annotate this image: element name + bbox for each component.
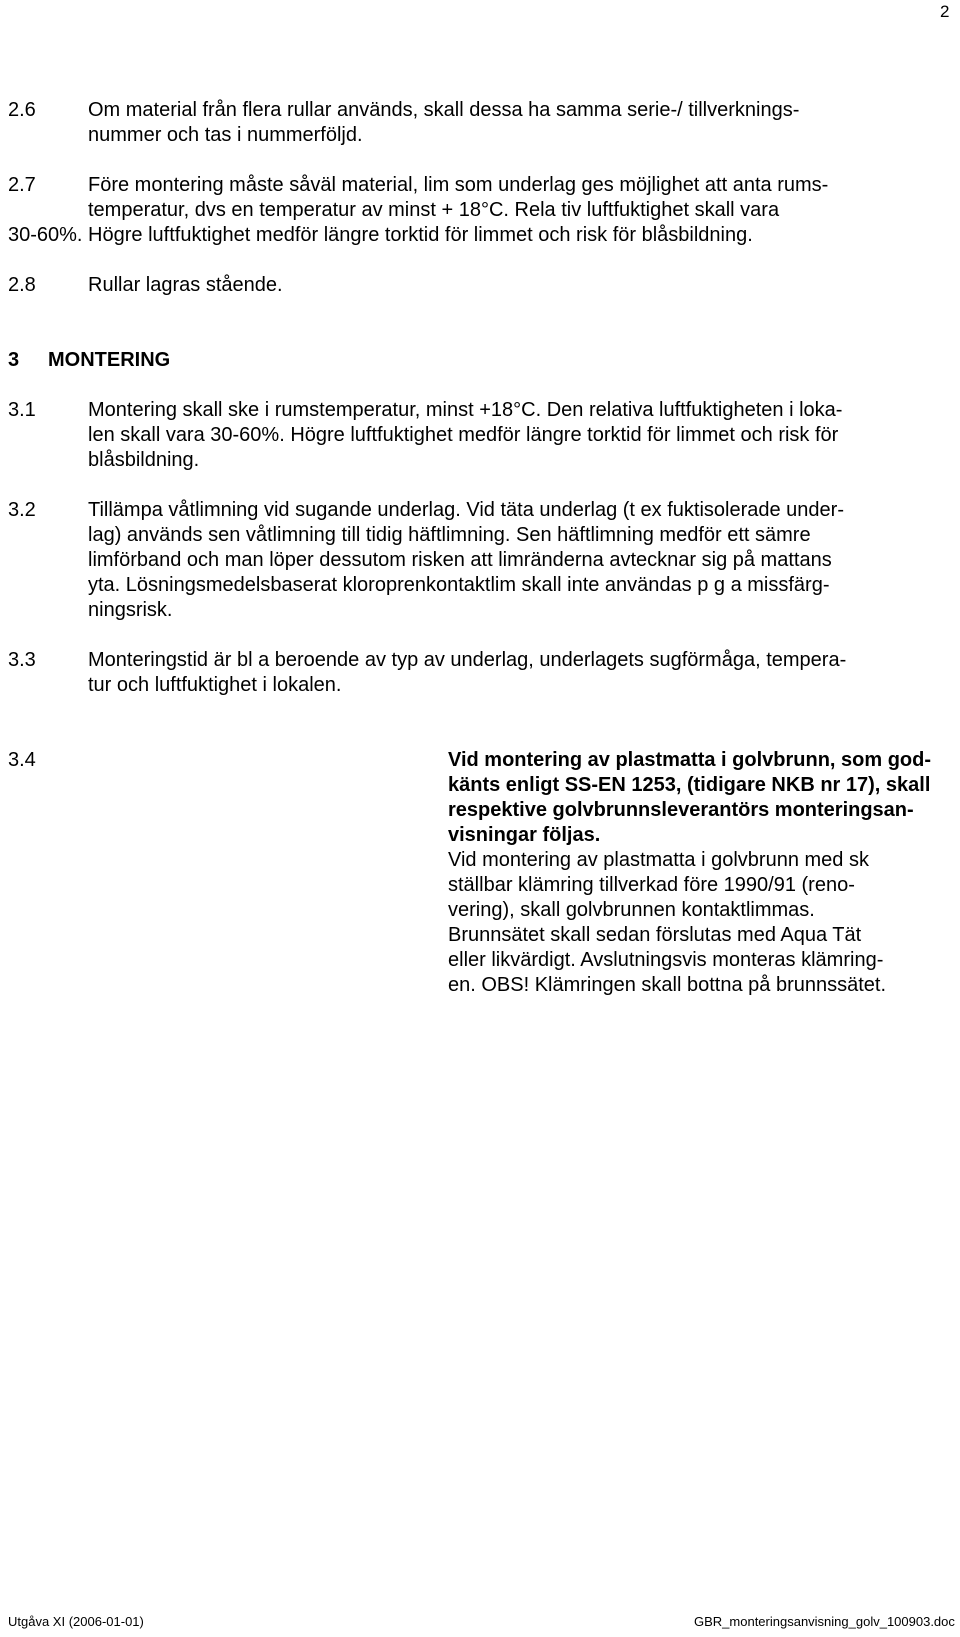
text-line: ningsrisk. bbox=[88, 599, 173, 621]
text-line: Monteringstid är bl a beroende av typ av underlag, underlagets sugförmåga, tempera- bbox=[88, 649, 847, 671]
bold-text-line: visningar följas. bbox=[448, 824, 601, 846]
section-number-2-8: 2.8 bbox=[8, 274, 36, 296]
text-line: blåsbildning. bbox=[88, 449, 200, 471]
text-line: Brunnsätet skall sedan förslutas med Aqua Tät bbox=[448, 924, 862, 946]
text-line: en. OBS! Klämringen skall bottna på brunnssätet. bbox=[448, 974, 887, 996]
text-line: limförband och man löper dessutom risken att limränderna avtecknar sig på mattans bbox=[88, 549, 832, 571]
section-number-3: 3 bbox=[8, 349, 20, 371]
text-line: Om material från flera rullar används, skall dessa ha samma serie-/ tillverknings- bbox=[88, 99, 800, 121]
text-line: Före montering måste såväl material, lim som underlag ges möjlighet att anta rums- bbox=[88, 174, 829, 196]
text-line: ställbar klämring tillverkad före 1990/91 (reno- bbox=[448, 874, 855, 896]
text-line: yta. Lösningsmedelsbaserat kloroprenkontaktlim skall inte användas p g a missfärg- bbox=[88, 574, 830, 596]
bold-text-line: känts enligt SS-EN 1253, (tidigare NKB nr 17), skall bbox=[448, 774, 931, 796]
bold-text-line: Vid montering av plastmatta i golvbrunn, som god- bbox=[448, 749, 932, 771]
text-line: temperatur, dvs en temperatur av minst + 18°C. Rela tiv luftfuktighet skall vara bbox=[88, 199, 780, 221]
section-number-3-2: 3.2 bbox=[8, 499, 36, 521]
text-line: Montering skall ske i rumstemperatur, minst +18°C. Den relativa luftfuktigheten i loka- bbox=[88, 399, 843, 421]
section-number-2-7: 2.7 bbox=[8, 174, 36, 196]
footer-filename: GBR_monteringsanvisning_golv_100903.doc bbox=[694, 1614, 955, 1629]
text-line: 30-60%. Högre luftfuktighet medför längre torktid för limmet och risk för blåsbildning. bbox=[8, 224, 753, 246]
text-line: nummer och tas i nummerföljd. bbox=[88, 124, 363, 146]
bold-text-line: respektive golvbrunnsleverantörs monteringsan- bbox=[448, 799, 914, 821]
text-line: len skall vara 30-60%. Högre luftfuktighet medför längre torktid för limmet och risk för bbox=[88, 424, 839, 446]
text-line: tur och luftfuktighet i lokalen. bbox=[88, 674, 342, 696]
section-number-3-1: 3.1 bbox=[8, 399, 36, 421]
section-number-2-6: 2.6 bbox=[8, 99, 36, 121]
text-line: vering), skall golvbrunnen kontaktlimmas. bbox=[448, 899, 815, 921]
text-line: Vid montering av plastmatta i golvbrunn med sk bbox=[448, 849, 869, 871]
text-line: Rullar lagras stående. bbox=[88, 274, 283, 296]
footer-edition: Utgåva XI (2006-01-01) bbox=[8, 1614, 144, 1629]
text-line: lag) används sen våtlimning till tidig häftlimning. Sen häftlimning medför ett sämre bbox=[88, 524, 811, 546]
section-number-3-3: 3.3 bbox=[8, 649, 36, 671]
page-number: 2 bbox=[940, 2, 950, 21]
section-heading: MONTERING bbox=[48, 349, 171, 371]
text-line: eller likvärdigt. Avslutningsvis monteras klämring- bbox=[448, 949, 884, 971]
section-number-3-4: 3.4 bbox=[8, 749, 36, 771]
text-line: Tillämpa våtlimning vid sugande underlag. Vid täta underlag (t ex fuktisolerade under- bbox=[88, 499, 844, 521]
